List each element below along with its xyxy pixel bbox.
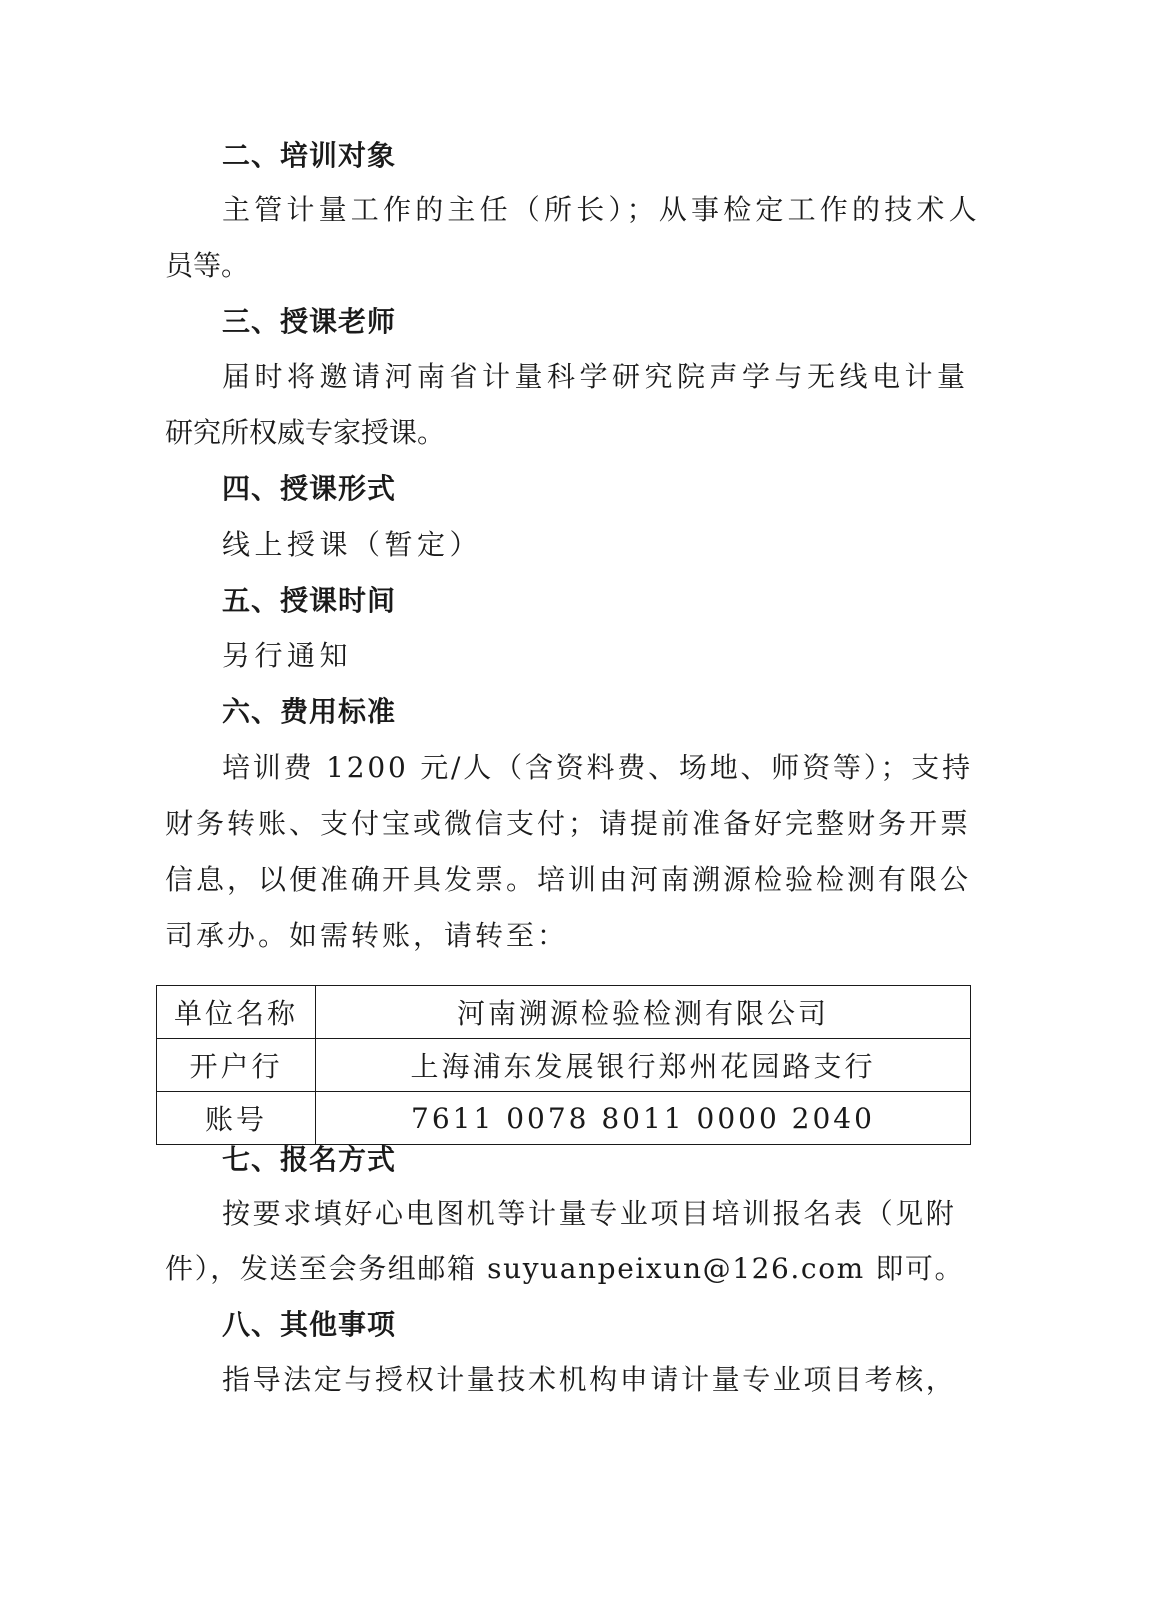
table-cell-label: 账号 [157,1092,316,1145]
paragraph-line: 研究所权威专家授课。 [165,416,446,449]
table-cell-company-name: 河南溯源检验检测有限公司 [316,986,971,1039]
paragraph-line: 按要求填好心电图机等计量专业项目培训报名表（见附 [222,1197,957,1230]
bank-account-table [156,985,971,1145]
paragraph-line: 员等。 [165,249,250,282]
paragraph-line: 另行通知 [222,639,353,672]
paragraph-line: 司承办。如需转账，请转至： [165,919,569,952]
paragraph-line: 届时将邀请河南省计量科学研究院声学与无线电计量 [222,360,970,393]
section-heading-training-target: 二、培训对象 [222,139,397,172]
section-heading-format: 四、授课形式 [222,472,397,505]
section-heading-time: 五、授课时间 [222,584,397,617]
table-row [157,1039,971,1092]
table-cell-label: 开户行 [157,1039,316,1092]
paragraph-line: 主管计量工作的主任（所长）；从事检定工作的技术人 [222,193,981,226]
table-cell-account-number: 7611 0078 8011 0000 2040 [316,1092,971,1145]
paragraph-line-email: 件），发送至会务组邮箱 suyuanpeixun@126.com 即可。 [165,1252,965,1285]
section-heading-instructors: 三、授课老师 [222,305,397,338]
paragraph-line: 培训费 1200 元/人（含资料费、场地、师资等）；支持 [222,751,973,784]
paragraph-line: 线上授课（暂定） [222,528,483,561]
table-cell-bank-name: 上海浦东发展银行郑州花园路支行 [316,1039,971,1092]
section-heading-other-matters: 八、其他事项 [222,1308,397,1341]
paragraph-line: 指导法定与授权计量技术机构申请计量专业项目考核， [222,1363,957,1396]
section-heading-fees: 六、费用标准 [222,695,397,728]
paragraph-line: 信息，以便准确开具发票。培训由河南溯源检验检测有限公 [165,863,972,896]
section-heading-registration: 七、报名方式 [222,1143,397,1176]
paragraph-line: 财务转账、支付宝或微信支付；请提前准备好完整财务开票 [165,807,972,840]
table-row [157,1092,971,1145]
table-row [157,986,971,1039]
table-cell-label: 单位名称 [157,986,316,1039]
